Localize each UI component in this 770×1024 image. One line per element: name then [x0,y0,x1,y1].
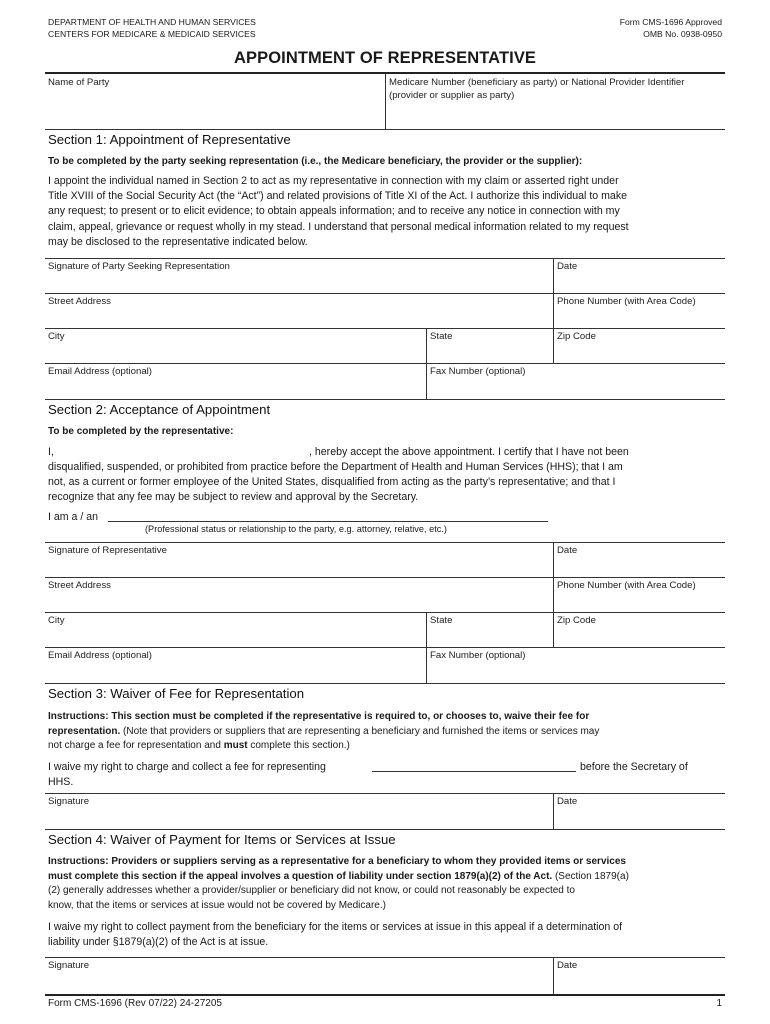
agency-name [48,16,256,40]
rep-date-field[interactable] [555,558,723,576]
omb-number: OMB No. 0938-0950 [643,29,722,39]
divider [45,399,725,400]
representative-name-prefix: I, [48,446,54,458]
rep-zip-field[interactable] [555,628,723,646]
instructions-bold-line: Instructions: This section must be completed if the representative is required to, or chooses to, waive their fee for [48,711,590,722]
rep-signature-field[interactable] [46,558,551,576]
rep-signature-label: Signature of Representative [48,545,167,556]
party-city-label: City [48,331,65,342]
represented-party-field[interactable] [372,757,576,771]
party-state-label: State [430,331,453,342]
represented-party-underline [372,771,576,772]
medicare-number-field[interactable] [387,102,723,128]
fee-waiver-text: I waive my right to charge and collect a fee for representing [48,761,326,773]
section-1-title: Section 1: Appointment of Representative [48,132,291,147]
paragraph-line: recognize that any fee may be subject to review and approval by the Secretary. [48,491,419,504]
rep-city-label: City [48,615,65,626]
medicare-number-label [389,76,684,102]
party-city-field[interactable] [46,344,424,362]
party-phone-field[interactable] [555,309,723,327]
instructions-bold-text: representation. [48,725,121,737]
name-of-party-label: Name of Party [48,77,110,88]
paragraph-line: may be disclosed to the representative indicated below. [48,235,308,248]
medicare-number-label-line-2: (provider or supplier as party) [389,90,515,101]
divider [426,613,427,683]
rep-email-label: Email Address (optional) [48,650,152,661]
divider [45,542,725,543]
paragraph-line: liability under §1879(a)(2) of the Act is at issue. [48,936,269,949]
section-2-subtitle: To be completed by the representative: [48,426,234,437]
form-id: Form CMS-1696 (Rev 07/22) 24-27205 [48,998,222,1009]
party-phone-label: Phone Number (with Area Code) [557,296,696,307]
party-date-field[interactable] [555,274,723,292]
form-approval [620,16,722,40]
paragraph-line: I waive my right to collect payment from the beneficiary for the items or services at issue in this appeal if a determination of [48,921,623,933]
divider [45,829,725,830]
divider [45,957,725,958]
party-signature-label: Signature of Party Seeking Representation [48,261,230,272]
party-street-field[interactable] [46,309,551,327]
rep-state-label: State [430,615,453,626]
party-zip-label: Zip Code [557,331,596,342]
instructions-text: not charge a fee for representation and [48,740,224,752]
i-am-label: I am a / an [48,511,99,523]
rep-state-field[interactable] [428,628,551,646]
section-4-title: Section 4: Waiver of Payment for Items or Services at Issue [48,832,396,847]
divider [45,612,725,613]
instructions-bold-text: must complete this section if the appeal involves a question of liability under section 1879(a)(2) of the Act. [48,870,553,882]
section-3-title: Section 3: Waiver of Fee for Representation [48,686,305,701]
fee-waiver-signature-label: Signature [48,796,90,807]
fee-waiver-date-field[interactable] [555,809,723,827]
instructions-bold-line: Instructions: Providers or suppliers serving as a representative for a beneficiary to whom they provided items or services [48,856,626,867]
rep-fax-label: Fax Number (optional) [430,650,526,661]
rep-street-label: Street Address [48,580,111,591]
paragraph-line: Title XVIII of the Social Security Act (the “Act”) and related provisions of Title XI of the Act. I authorize this individual to make [48,190,628,203]
rep-fax-field[interactable] [428,663,723,681]
paragraph-line: I appoint the individual named in Section 2 to act as my representative in connection with my claim or asserted right under [48,175,619,187]
rep-zip-label: Zip Code [557,615,596,626]
divider [45,258,725,259]
medicare-number-label-line-1: Medicare Number (beneficiary as party) or National Provider Identifier [389,77,685,88]
instructions-text: know, that the items or services at issue would not be covered by Medicare.) [48,899,386,911]
party-email-field[interactable] [46,379,424,397]
instructions-text: (Section 1879(a) [552,870,629,882]
name-of-party-field[interactable] [46,88,384,126]
payment-waiver-text [48,920,728,950]
party-street-label: Street Address [48,296,111,307]
section-1-paragraph [48,174,728,250]
divider [553,958,554,994]
instructions-text: (2) generally addresses whether a provider/supplier or beneficiary did not know, or could not reasonably be expected to [48,885,575,897]
divider [45,647,725,648]
divider [553,259,554,294]
representative-name-field[interactable] [62,445,308,460]
page-title: APPOINTMENT OF REPRESENTATIVE [233,49,537,67]
divider [553,578,554,613]
divider [45,293,725,294]
acceptance-text: , hereby accept the above appointment. I certify that I have not been [309,446,629,458]
fee-waiver-signature-field[interactable] [46,809,551,827]
payment-waiver-date-label: Date [557,960,578,971]
party-date-label: Date [557,261,578,272]
payment-waiver-signature-field[interactable] [46,973,551,991]
party-zip-field[interactable] [555,344,723,362]
fee-waiver-text-end: before the Secretary of [580,761,688,773]
divider [553,543,554,578]
section-2-paragraph [48,460,728,506]
divider [553,294,554,329]
divider [45,363,725,364]
rep-email-field[interactable] [46,663,424,681]
payment-waiver-date-field[interactable] [555,973,723,991]
divider [426,329,427,399]
paragraph-line: claim, appeal, grievance or request wholly in my stead. I understand that personal medical information related to my request [48,220,629,233]
instructions-text: (Note that providers or suppliers that are representing a beneficiary and furnished the items or services may [120,725,600,737]
rep-phone-label: Phone Number (with Area Code) [557,580,696,591]
section-2-title: Section 2: Acceptance of Appointment [48,402,271,417]
paragraph-line: not, as a current or former employee of the United States, disqualified from acting as the party’s representative; and that I [48,476,616,489]
page-number: 1 [716,998,722,1009]
rep-phone-field[interactable] [555,593,723,611]
section-1-subtitle: To be completed by the party seeking representation (i.e., the Medicare beneficiary, the provider or the supplier): [48,156,583,167]
fee-waiver-date-label: Date [557,796,578,807]
professional-status-field[interactable] [108,507,548,521]
i-am-underline [108,521,548,522]
fee-waiver-text-hhs: HHS. [48,776,74,788]
section-4-instructions [48,855,728,913]
instructions-text: complete this section.) [247,740,350,752]
divider [45,683,725,684]
divider [45,328,725,329]
rep-city-field[interactable] [46,628,424,646]
divider [553,329,554,364]
payment-waiver-signature-label: Signature [48,960,90,971]
divider [45,793,725,794]
form-approval-line: Form CMS-1696 Approved [619,17,722,27]
paragraph-line: disqualified, suspended, or prohibited from practice before the Department of Health and Human Services (HHS); that I am [48,461,623,473]
divider [385,73,386,129]
instructions-emphasis: must [223,740,248,752]
party-signature-field[interactable] [46,274,551,292]
party-email-label: Email Address (optional) [48,366,152,377]
party-fax-field[interactable] [428,379,723,397]
divider [45,994,725,996]
rep-date-label: Date [557,545,578,556]
party-fax-label: Fax Number (optional) [430,366,526,377]
divider [553,613,554,648]
paragraph-line: any request; to present or to elicit evidence; to obtain appeals information; and to receive any notice in connection with my [48,205,620,218]
i-am-hint: (Professional status or relationship to the party, e.g. attorney, relative, etc.) [145,524,447,534]
divider [553,794,554,829]
divider [45,129,725,130]
agency-line-1: DEPARTMENT OF HEALTH AND HUMAN SERVICES [48,17,256,27]
divider [45,577,725,578]
rep-street-field[interactable] [46,593,551,611]
section-3-instructions [48,710,728,754]
agency-line-2: CENTERS FOR MEDICARE & MEDICAID SERVICES [48,29,256,39]
party-state-field[interactable] [428,344,551,362]
